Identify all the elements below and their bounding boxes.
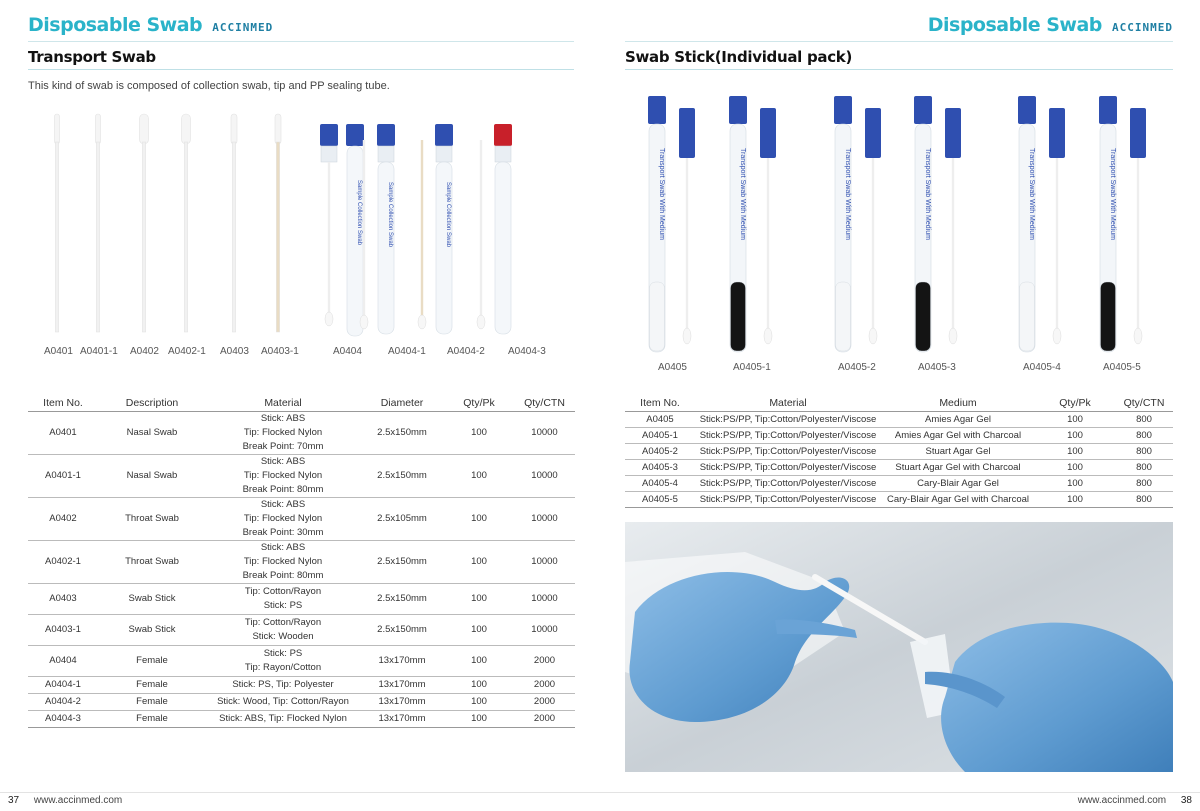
brand-divider xyxy=(625,41,1173,42)
product-image-a0404-2 xyxy=(418,124,453,334)
material-line: Break Point: 80mm xyxy=(242,570,324,581)
section-divider xyxy=(625,69,1173,70)
material-line: Stick: ABS, Tip: Flocked Nylon xyxy=(219,713,347,724)
product-code-label: A0405-3 xyxy=(918,362,956,373)
table-row xyxy=(28,694,575,711)
product-code-label: A0404-3 xyxy=(508,346,546,357)
product-code-label: A0405-2 xyxy=(838,362,876,373)
product-image-a0405-4 xyxy=(1018,96,1065,352)
table-header-row xyxy=(625,394,1173,412)
product-image-a0405 xyxy=(648,96,695,352)
table-row xyxy=(625,492,1173,508)
diameter-cell: 2.5x150mm xyxy=(360,412,444,455)
col-header: Qty/Pk xyxy=(1035,394,1115,412)
qty-pk-cell: 100 xyxy=(444,541,514,584)
qty-ctn-cell: 2000 xyxy=(514,711,575,728)
material-line: Stick: ABS xyxy=(260,456,306,467)
qty-ctn-cell: 800 xyxy=(1115,428,1173,444)
col-header: Medium xyxy=(881,394,1035,412)
product-code-label: A0403 xyxy=(220,346,249,357)
svg-text:Transport Swab With Medium: Transport Swab With Medium xyxy=(658,148,665,240)
table-row xyxy=(625,460,1173,476)
description-cell: Throat Swab xyxy=(98,541,206,584)
product-image-a0405-3 xyxy=(914,96,961,352)
material-cell: Stick:PS/PP, Tip:Cotton/Polyester/Viscose xyxy=(695,444,881,460)
medium-cell: Stuart Agar Gel with Charcoal xyxy=(881,460,1035,476)
table-row xyxy=(28,677,575,694)
material-line: Tip: Flocked Nylon xyxy=(243,470,323,481)
page-number: 38 xyxy=(1180,795,1192,806)
material-cell: Stick:PS/PP, Tip:Cotton/Polyester/Viscose xyxy=(695,428,881,444)
table-row xyxy=(625,476,1173,492)
item-no-cell: A0405-1 xyxy=(625,428,695,444)
qty-ctn-cell: 10000 xyxy=(514,584,575,615)
item-no-cell: A0405-5 xyxy=(625,492,695,508)
product-image-a0402 xyxy=(140,114,149,332)
material-line: Stick: PS xyxy=(263,600,303,611)
qty-ctn-cell: 2000 xyxy=(514,677,575,694)
description-cell: Throat Swab xyxy=(98,498,206,541)
table-row xyxy=(28,646,575,677)
product-code-label: A0401 xyxy=(44,346,73,357)
material-cell xyxy=(206,711,360,728)
description-cell: Nasal Swab xyxy=(98,412,206,455)
material-line: Break Point: 30mm xyxy=(242,527,324,538)
diameter-cell: 2.5x150mm xyxy=(360,541,444,584)
table-row xyxy=(28,541,575,584)
swab-stick-product-images xyxy=(600,92,1200,358)
svg-text:Transport Swab With Medium: Transport Swab With Medium xyxy=(1028,148,1035,240)
swab-sampling-photo xyxy=(625,522,1173,772)
col-header: Item No. xyxy=(625,394,695,412)
section-title-swab-stick: Swab Stick(Individual pack) xyxy=(625,48,853,66)
table-row xyxy=(28,455,575,498)
material-line: Stick: ABS xyxy=(260,499,306,510)
medium-cell: Cary-Blair Agar Gel xyxy=(881,476,1035,492)
medium-cell: Cary-Blair Agar Gel with Charcoal xyxy=(881,492,1035,508)
gloved-hands-illustration xyxy=(625,522,1173,772)
qty-ctn-cell: 800 xyxy=(1115,460,1173,476)
material-cell: Stick:PS/PP, Tip:Cotton/Polyester/Viscose xyxy=(695,476,881,492)
col-header: Qty/Pk xyxy=(444,394,514,412)
material-line: Tip: Rayon/Cotton xyxy=(244,662,322,673)
qty-ctn-cell: 10000 xyxy=(514,455,575,498)
description-cell: Nasal Swab xyxy=(98,455,206,498)
description-cell: Female xyxy=(98,646,206,677)
material-line: Break Point: 80mm xyxy=(242,484,324,495)
product-image-a0405-1 xyxy=(729,96,776,352)
qty-ctn-cell: 10000 xyxy=(514,541,575,584)
qty-pk-cell: 100 xyxy=(1035,428,1115,444)
material-cell xyxy=(206,412,360,455)
material-cell: Stick:PS/PP, Tip:Cotton/Polyester/Viscose xyxy=(695,492,881,508)
description-cell: Swab Stick xyxy=(98,584,206,615)
medium-cell: Stuart Agar Gel xyxy=(881,444,1035,460)
qty-pk-cell: 100 xyxy=(1035,476,1115,492)
diameter-cell: 2.5x150mm xyxy=(360,584,444,615)
item-no-cell: A0403 xyxy=(28,584,98,615)
material-line: Stick: ABS xyxy=(260,542,306,553)
description-cell: Female xyxy=(98,711,206,728)
qty-pk-cell: 100 xyxy=(444,677,514,694)
material-line: Stick: PS xyxy=(263,648,303,659)
description-cell: Female xyxy=(98,694,206,711)
svg-text:Transport Swab With Medium: Transport Swab With Medium xyxy=(1109,148,1116,240)
item-no-cell: A0405-4 xyxy=(625,476,695,492)
product-image-a0403-1 xyxy=(275,114,281,332)
svg-text:Transport Swab With Medium: Transport Swab With Medium xyxy=(844,148,851,240)
swab-stick-spec-table xyxy=(625,394,1173,508)
col-header: Description xyxy=(98,394,206,412)
table-row xyxy=(28,412,575,455)
qty-pk-cell: 100 xyxy=(1035,460,1115,476)
qty-pk-cell: 100 xyxy=(444,694,514,711)
product-code-label: A0402-1 xyxy=(168,346,206,357)
qty-ctn-cell: 10000 xyxy=(514,412,575,455)
description-cell: Female xyxy=(98,677,206,694)
footer-left xyxy=(8,795,122,806)
brand-header-right xyxy=(928,14,1173,36)
medium-cell: Amies Agar Gel with Charcoal xyxy=(881,428,1035,444)
table-row xyxy=(28,711,575,728)
product-image-a0403 xyxy=(231,114,237,332)
section-divider xyxy=(28,69,574,70)
material-line: Tip: Cotton/Rayon xyxy=(244,617,322,628)
table-row xyxy=(28,584,575,615)
brand-header-left xyxy=(28,14,273,36)
qty-ctn-cell: 800 xyxy=(1115,412,1173,428)
qty-pk-cell: 100 xyxy=(444,584,514,615)
item-no-cell: A0405-2 xyxy=(625,444,695,460)
material-cell xyxy=(206,694,360,711)
qty-ctn-cell: 800 xyxy=(1115,476,1173,492)
qty-pk-cell: 100 xyxy=(1035,412,1115,428)
material-cell xyxy=(206,677,360,694)
diameter-cell: 13x170mm xyxy=(360,694,444,711)
product-code-label: A0401-1 xyxy=(80,346,118,357)
item-no-cell: A0401-1 xyxy=(28,455,98,498)
page-number: 37 xyxy=(8,795,20,806)
material-cell: Stick:PS/PP, Tip:Cotton/Polyester/Viscose xyxy=(695,460,881,476)
material-line: Stick: Wooden xyxy=(252,631,314,642)
col-header: Item No. xyxy=(28,394,98,412)
svg-text:Transport Swab With Medium: Transport Swab With Medium xyxy=(739,148,746,240)
diameter-cell: 2.5x105mm xyxy=(360,498,444,541)
product-image-a0402-1 xyxy=(182,114,191,332)
item-no-cell: A0402-1 xyxy=(28,541,98,584)
table-row xyxy=(28,498,575,541)
col-header: Material xyxy=(206,394,360,412)
qty-pk-cell: 100 xyxy=(444,646,514,677)
table-header-row xyxy=(28,394,575,412)
product-code-label: A0405-4 xyxy=(1023,362,1061,373)
product-image-a0405-2 xyxy=(834,96,881,352)
product-code-label: A0405 xyxy=(658,362,687,373)
svg-text:Transport Swab With Medium: Transport Swab With Medium xyxy=(924,148,931,240)
qty-ctn-cell: 800 xyxy=(1115,444,1173,460)
diameter-cell: 13x170mm xyxy=(360,677,444,694)
product-code-label: A0405-5 xyxy=(1103,362,1141,373)
material-cell xyxy=(206,646,360,677)
diameter-cell: 13x170mm xyxy=(360,646,444,677)
product-image-a0405-5 xyxy=(1099,96,1146,352)
product-code-label: A0404-2 xyxy=(447,346,485,357)
product-image-a0401 xyxy=(55,114,60,332)
qty-pk-cell: 100 xyxy=(444,498,514,541)
table-row xyxy=(625,444,1173,460)
material-cell xyxy=(206,498,360,541)
svg-text:Sample Collection Swab: Sample Collection Swab xyxy=(445,182,451,248)
item-no-cell: A0405-3 xyxy=(625,460,695,476)
transport-swab-product-images xyxy=(0,110,600,340)
svg-text:Sample Collection Swab: Sample Collection Swab xyxy=(387,182,393,248)
product-code-label: A0405-1 xyxy=(733,362,771,373)
product-image-a0404 xyxy=(320,124,364,336)
item-no-cell: A0401 xyxy=(28,412,98,455)
brand-logo: ACCINMED xyxy=(212,21,274,34)
qty-pk-cell: 100 xyxy=(444,412,514,455)
brand-logo: ACCINMED xyxy=(1112,21,1173,34)
qty-ctn-cell: 2000 xyxy=(514,646,575,677)
intro-text: This kind of swab is composed of collection swab, tip and PP sealing tube. xyxy=(28,80,390,92)
material-line: Break Point: 70mm xyxy=(242,441,324,452)
product-code-label: A0404 xyxy=(333,346,362,357)
footer-url[interactable]: www.accinmed.com xyxy=(1077,795,1167,806)
brand-title: Disposable Swab xyxy=(28,14,203,36)
item-no-cell: A0404 xyxy=(28,646,98,677)
table-row xyxy=(28,615,575,646)
footer-divider xyxy=(600,792,1200,793)
medium-cell: Amies Agar Gel xyxy=(881,412,1035,428)
diameter-cell: 13x170mm xyxy=(360,711,444,728)
diameter-cell: 2.5x150mm xyxy=(360,455,444,498)
item-no-cell: A0402 xyxy=(28,498,98,541)
col-header: Material xyxy=(695,394,881,412)
diameter-cell: 2.5x150mm xyxy=(360,615,444,646)
transport-swab-spec-table xyxy=(28,394,575,728)
footer-url[interactable]: www.accinmed.com xyxy=(33,795,123,806)
item-no-cell: A0404-3 xyxy=(28,711,98,728)
product-code-label: A0403-1 xyxy=(261,346,299,357)
item-no-cell: A0403-1 xyxy=(28,615,98,646)
qty-pk-cell: 100 xyxy=(1035,444,1115,460)
item-no-cell: A0405 xyxy=(625,412,695,428)
qty-pk-cell: 100 xyxy=(444,615,514,646)
material-line: Tip: Cotton/Rayon xyxy=(244,586,322,597)
col-header: Qty/CTN xyxy=(1115,394,1173,412)
material-line: Tip: Flocked Nylon xyxy=(243,427,323,438)
brand-title: Disposable Swab xyxy=(927,14,1102,36)
col-header: Diameter xyxy=(360,394,444,412)
material-cell xyxy=(206,455,360,498)
product-code-label: A0404-1 xyxy=(388,346,426,357)
qty-ctn-cell: 800 xyxy=(1115,492,1173,508)
product-image-a0401-1 xyxy=(96,114,101,332)
material-line: Tip: Flocked Nylon xyxy=(243,556,323,567)
col-header: Qty/CTN xyxy=(514,394,575,412)
item-no-cell: A0404-2 xyxy=(28,694,98,711)
material-line: Stick: Wood, Tip: Cotton/Rayon xyxy=(217,696,349,707)
description-cell: Swab Stick xyxy=(98,615,206,646)
qty-pk-cell: 100 xyxy=(444,711,514,728)
item-no-cell: A0404-1 xyxy=(28,677,98,694)
material-cell: Stick:PS/PP, Tip:Cotton/Polyester/Viscose xyxy=(695,412,881,428)
brand-divider xyxy=(28,41,574,42)
qty-ctn-cell: 10000 xyxy=(514,498,575,541)
material-line: Stick: PS, Tip: Polyester xyxy=(232,679,334,690)
footer-divider xyxy=(0,792,600,793)
table-row xyxy=(625,428,1173,444)
product-code-label: A0402 xyxy=(130,346,159,357)
product-image-a0404-3 xyxy=(477,124,512,334)
product-image-a0404-1 xyxy=(360,124,395,334)
footer-right xyxy=(1078,795,1192,806)
qty-ctn-cell: 2000 xyxy=(514,694,575,711)
material-line: Stick: ABS xyxy=(260,413,306,424)
material-cell xyxy=(206,541,360,584)
material-line: Tip: Flocked Nylon xyxy=(243,513,323,524)
table-row xyxy=(625,412,1173,428)
material-cell xyxy=(206,584,360,615)
qty-pk-cell: 100 xyxy=(444,455,514,498)
qty-pk-cell: 100 xyxy=(1035,492,1115,508)
qty-ctn-cell: 10000 xyxy=(514,615,575,646)
section-title-transport-swab: Transport Swab xyxy=(28,48,156,66)
material-cell xyxy=(206,615,360,646)
svg-text:Sample Collection Swab: Sample Collection Swab xyxy=(356,180,362,246)
